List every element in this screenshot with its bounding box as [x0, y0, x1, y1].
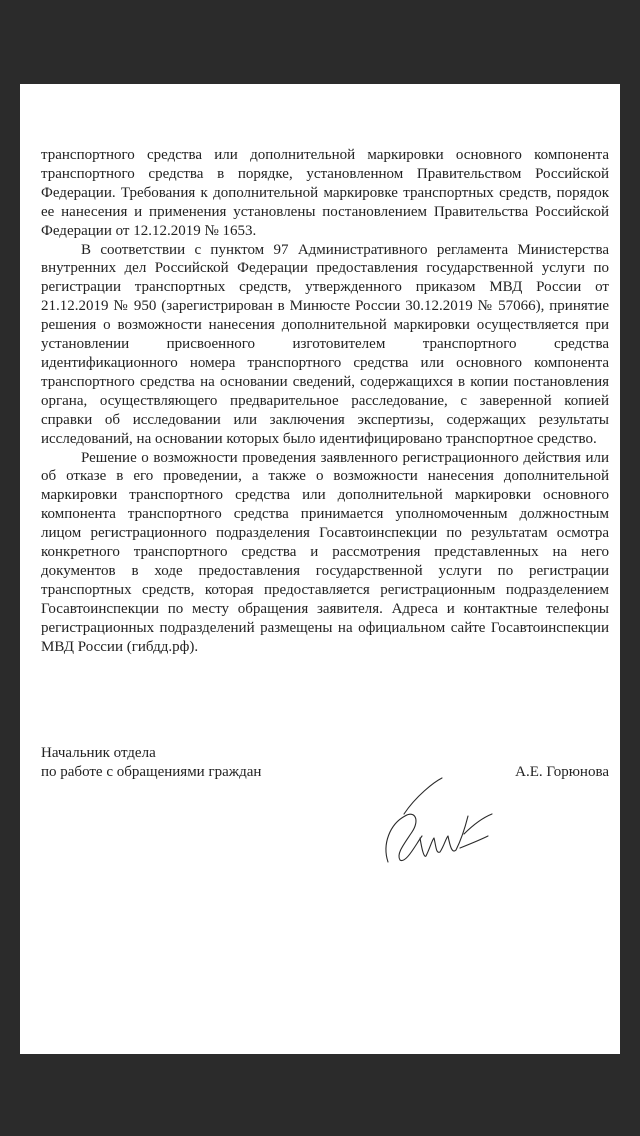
signatory-position-line1: Начальник отдела	[41, 745, 156, 761]
signature-block	[41, 744, 609, 782]
signatory-name: А.Е. Горюнова	[515, 764, 609, 780]
handwritten-signature-icon	[360, 774, 500, 874]
document-page	[20, 84, 620, 1054]
letter-body	[41, 146, 609, 656]
paragraph-decision: Решение о возможности проведения заявленного регистрационного действия или об отказе в его проведении, а также о возможности нанесения дополнительной маркировки транспортного средства или дополнительной маркировки основного компонента транспортного средства принимается уполномоченным должностным лицом регистрационного подразделения Госавтоинспекции по результатам осмотра конкретного транспортного средства и рассмотрения представленных на него документов в ходе предоставления государственной услуги по регистрации транспортных средств, которая предоставляется регистрационным подразделением Госавтоинспекции по месту обращения заявителя. Адреса и контактные телефоны регистрационных подразделений размещены на официальном сайте Госавтоинспекции МВД России (гибдд.рф).	[41, 449, 609, 655]
signatory-position-line2: по работе с обращениями граждан	[41, 764, 262, 780]
paragraph-regulation: В соответствии с пунктом 97 Административного регламента Министерства внутренних дел Российской Федерации предоставления государственной услуги по регистрации транспортных средств, утвержденного приказом МВД России от 21.12.2019 № 950 (зарегистрирован в Минюсте России 30.12.2019 № 57066), принятие решения о возможности нанесения дополнительной маркировки осуществляется при установлении присвоенного изготовителем транспортного средства идентификационного номера транспортного средства или основного компонента транспортного средства на основании сведений, содержащихся в копии постановления органа, осуществляющего предварительное расследование, с заверенной копией справки об исследовании или заключения экспертизы, содержащих результаты исследований, на основании которых было идентифицировано транспортное средство.	[41, 241, 609, 447]
paragraph-continuation: транспортного средства или дополнительной маркировки основного компонента транспортного средства в порядке, установленном Правительством Российской Федерации. Требования к дополнительной маркировке транспортных средств, порядок ее нанесения и применения установлены постановлением Правительства Российской Федерации от 12.12.2019 № 1653.	[41, 147, 609, 239]
